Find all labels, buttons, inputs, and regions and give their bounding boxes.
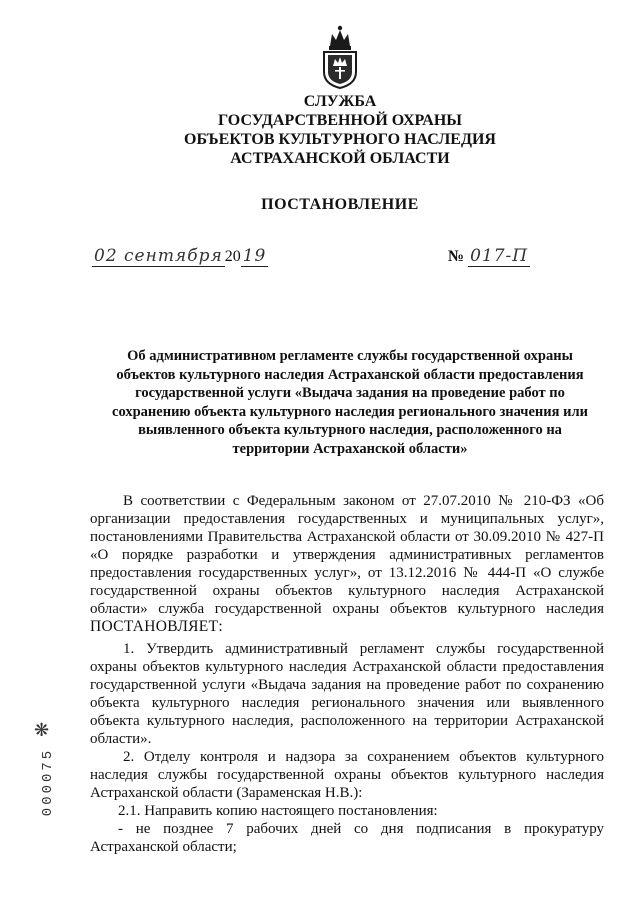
body-line: области» служба государственной охраны объектов культурного наследия [90, 601, 604, 617]
decree-word: ПОСТАНОВЛЯЕТ: [90, 618, 223, 635]
document-title [108, 347, 592, 458]
title-line: территории Астраханской области» [232, 440, 468, 457]
org-line: СЛУЖБА [303, 93, 377, 110]
body-line: охраны объектов культурного наследия Астраханской области предоставления [90, 659, 604, 675]
item-2-paragraph [90, 748, 604, 802]
date-handwritten: 02 сентября [94, 246, 223, 266]
year-prefix: 20 [224, 248, 241, 265]
preamble-paragraph [90, 492, 604, 636]
title-line: сохранению объекта культурного наследия регионального значения или [112, 403, 588, 420]
body-line: объекта культурного наследия, расположенного на территории Астраханской [90, 713, 604, 729]
body-line: Астраханской области; [90, 839, 237, 855]
item-1-paragraph [90, 640, 604, 748]
document-type: ПОСТАНОВЛЕНИЕ [261, 196, 419, 213]
body-line: организации предоставления государственных и муниципальных услуг», [90, 511, 604, 527]
year-handwritten: 19 [242, 246, 267, 266]
body-line: «О порядке разработки и утверждения административных регламентов [90, 547, 604, 563]
body-line: предоставления государственных услуг», от 13.12.2016 № 444-П «О службе [90, 565, 604, 581]
title-line: выявленного объекта культурного наследия, расположенного на [138, 422, 562, 438]
body-line: государственной услуги «Выдача задания на проведение работ по сохранению [90, 677, 604, 693]
body-line: области». [90, 731, 152, 747]
document-date [92, 246, 268, 266]
organization-name [0, 92, 640, 168]
item-2-1-paragraph [90, 802, 604, 820]
margin-stamp-icon: ❋ [34, 720, 50, 741]
body-line: Астраханской области (Зараменская Н.В.): [90, 785, 363, 801]
org-line: ГОСУДАРСТВЕННОЙ ОХРАНЫ [218, 112, 462, 129]
body-line: 2. Отделу контроля и надзора за сохранением объектов культурного [123, 749, 604, 765]
item-2-1-a-paragraph [90, 820, 604, 856]
title-line: объектов культурного наследия Астраханской области предоставления [116, 366, 584, 383]
org-line: АСТРАХАНСКОЙ ОБЛАСТИ [230, 150, 450, 167]
coat-of-arms-icon [318, 24, 362, 90]
document-body [90, 492, 604, 856]
body-line: В соответствии с Федеральным законом от 27.07.2010 № 210-ФЗ «Об [123, 493, 604, 509]
number-sign: № [448, 248, 465, 265]
body-line: 2.1. Направить копию настоящего постановления: [118, 803, 438, 819]
number-handwritten: 017-П [470, 246, 529, 266]
body-line: постановлениями Правительства Астраханской области от 30.09.2010 № 427-П [90, 529, 604, 545]
document-number [448, 246, 530, 266]
body-line: государственной охраны объектов культурного наследия Астраханской [90, 583, 604, 599]
body-line: объекта культурного наследия регионального значения или выявленного [90, 695, 604, 711]
body-line: наследия службы государственной охраны объектов культурного наследия [90, 767, 604, 783]
body-line: - не позднее 7 рабочих дней со дня подписания в прокуратуру [118, 821, 604, 837]
title-line: государственной услуги «Выдача задания на проведение работ по [135, 385, 565, 401]
title-line: Об административном регламенте службы государственной охраны [127, 348, 573, 364]
org-line: ОБЪЕКТОВ КУЛЬТУРНОГО НАСЛЕДИЯ [184, 131, 496, 148]
margin-serial-number: 000075 [40, 747, 57, 817]
body-line: 1. Утвердить административный регламент службы государственной [123, 641, 604, 657]
